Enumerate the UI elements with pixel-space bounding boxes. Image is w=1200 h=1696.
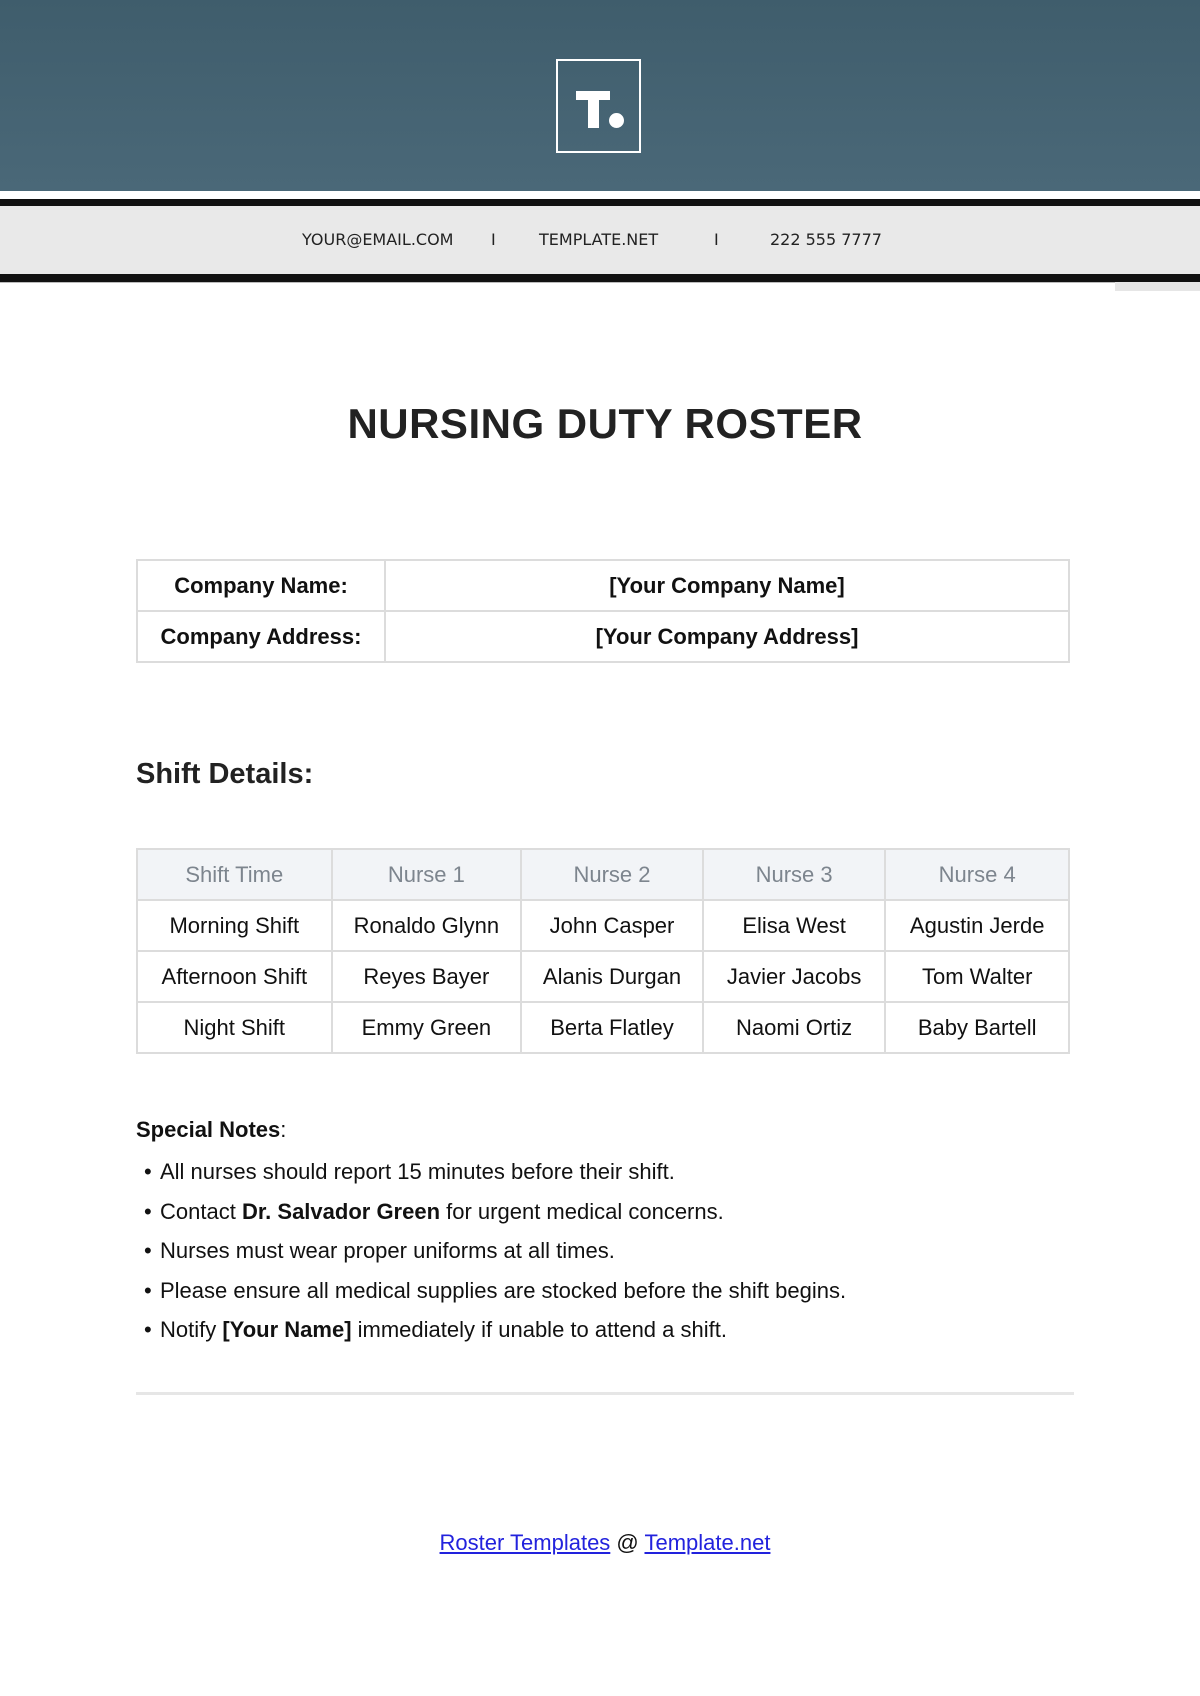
table-row [137, 560, 1069, 611]
note-bold-text: [Your Name] [222, 1317, 352, 1342]
column-header: Nurse 3 [703, 849, 886, 900]
shift-table [136, 848, 1070, 1054]
column-header: Shift Time [137, 849, 332, 900]
company-address-value: [Your Company Address] [385, 611, 1069, 662]
contact-website: TEMPLATE.NET [539, 230, 659, 249]
company-info-table [136, 559, 1070, 663]
table-cell: Javier Jacobs [703, 951, 886, 1002]
table-row [137, 611, 1069, 662]
note-bold-text: Dr. Salvador Green [241, 1198, 441, 1224]
header-stripe-thin [0, 282, 1115, 283]
company-address-label: Company Address: [137, 611, 385, 662]
table-row [137, 951, 1069, 1002]
special-notes-colon: : [280, 1117, 287, 1142]
template-net-link[interactable]: Template.net [644, 1530, 771, 1555]
note-text: Contact [160, 1198, 242, 1224]
table-cell: Ronaldo Glynn [332, 900, 522, 951]
table-row [137, 1002, 1069, 1053]
list-item [136, 1271, 846, 1311]
footer [0, 1530, 1200, 1556]
special-notes-title [136, 1114, 846, 1152]
contact-email: YOUR@EMAIL.COM [302, 230, 454, 249]
company-name-value: [Your Company Name] [385, 560, 1069, 611]
header-stripe-dark [0, 199, 1200, 206]
table-cell: Berta Flatley [521, 1002, 703, 1053]
table-cell: John Casper [521, 900, 703, 951]
header-banner [0, 0, 1200, 191]
header-stripe-light [0, 191, 1200, 199]
list-item [136, 1192, 846, 1232]
note-text: Notify [160, 1317, 223, 1342]
header-stripe-accent [1115, 282, 1200, 291]
section-divider [136, 1392, 1074, 1395]
table-cell: Baby Bartell [885, 1002, 1069, 1053]
document-title: NURSING DUTY ROSTER [347, 400, 863, 447]
column-header: Nurse 1 [332, 849, 522, 900]
shift-details-heading: Shift Details: [136, 758, 314, 790]
note-text: All nurses should report 15 minutes before their shift. [160, 1159, 675, 1184]
note-text: Nurses must wear proper uniforms at all times. [160, 1238, 615, 1263]
special-notes-label: Special Notes [136, 1117, 281, 1142]
contact-separator: I [491, 230, 496, 249]
table-cell: Night Shift [137, 1002, 332, 1053]
table-cell: Afternoon Shift [137, 951, 332, 1002]
contact-phone: 222 555 7777 [770, 230, 882, 249]
table-cell: Morning Shift [137, 900, 332, 951]
table-cell: Tom Walter [885, 951, 1069, 1002]
note-text: immediately if unable to attend a shift. [351, 1317, 727, 1342]
table-row [137, 900, 1069, 951]
table-header-row [137, 849, 1069, 900]
list-item [136, 1152, 846, 1192]
footer-at: @ [610, 1530, 645, 1555]
list-item [136, 1310, 846, 1350]
note-text: Please ensure all medical supplies are stocked before the shift begins. [160, 1277, 847, 1303]
special-notes-list [136, 1152, 846, 1350]
contact-separator: I [714, 230, 719, 249]
table-cell: Reyes Bayer [332, 951, 522, 1002]
note-text: for urgent medical concerns. [440, 1198, 724, 1224]
table-cell: Alanis Durgan [521, 951, 703, 1002]
column-header: Nurse 4 [885, 849, 1069, 900]
template-net-logo-icon [556, 59, 641, 153]
contact-band [0, 206, 1200, 274]
special-notes [136, 1114, 846, 1350]
table-cell: Naomi Ortiz [703, 1002, 886, 1053]
table-cell: Elisa West [703, 900, 886, 951]
column-header: Nurse 2 [521, 849, 703, 900]
company-name-label: Company Name: [137, 560, 385, 611]
header-stripe-dark [0, 274, 1200, 282]
list-item [136, 1231, 846, 1271]
table-cell: Agustin Jerde [885, 900, 1069, 951]
table-cell: Emmy Green [332, 1002, 522, 1053]
roster-templates-link[interactable]: Roster Templates [439, 1530, 611, 1555]
